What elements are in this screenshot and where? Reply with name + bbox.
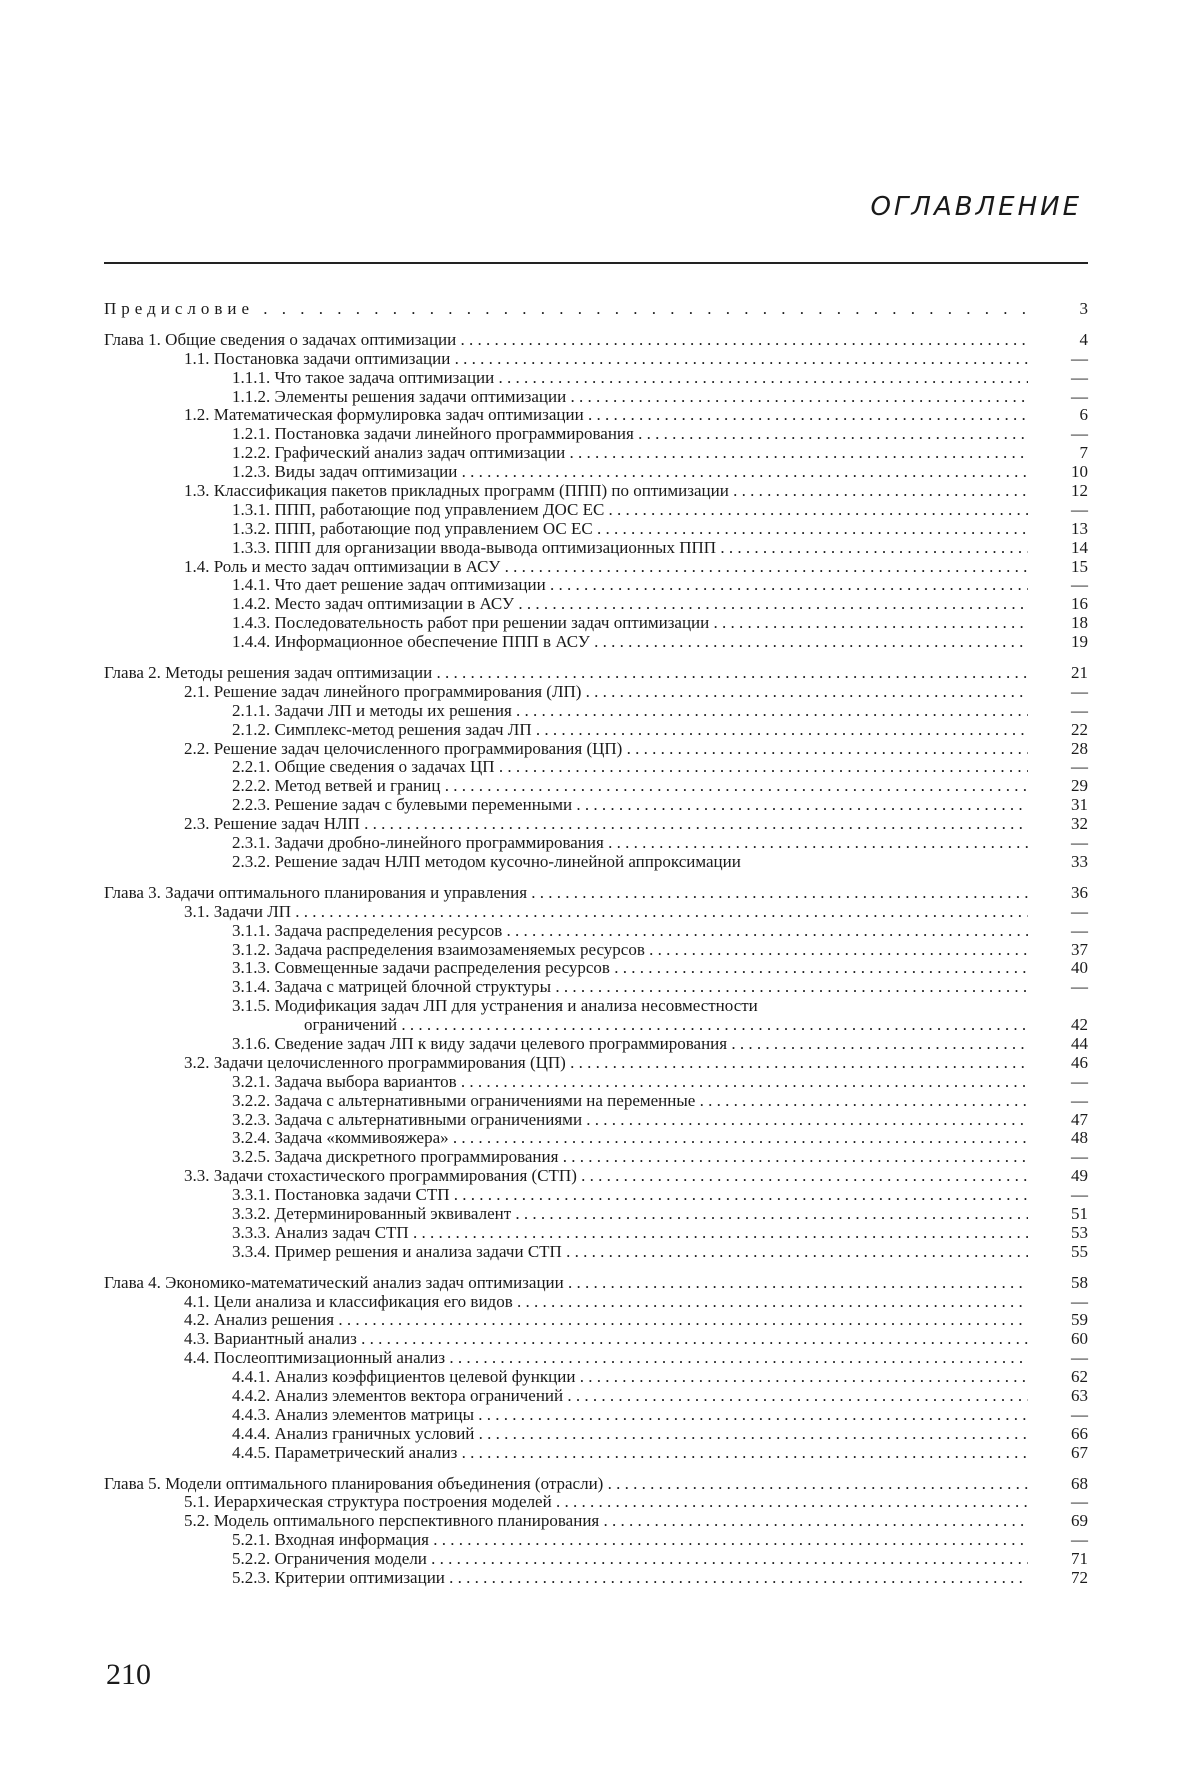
toc-entry-page: 6: [1079, 405, 1088, 425]
toc-entry: [104, 903, 1088, 922]
toc-entry: [104, 463, 1088, 482]
toc-entry: [104, 1444, 1088, 1463]
toc-entry-title: 3.1.4. Задача с матрицей блочной структуры . . .: [104, 978, 1028, 997]
toc-entry-title: 4.4.2. Анализ элементов вектора ограничений . . .: [104, 1387, 1028, 1406]
toc-entry: [104, 922, 1088, 941]
toc-entry-title: Глава 3. Задачи оптимального планирования и управления . . .: [104, 884, 1028, 903]
toc-entry-title: 2.3.1. Задачи дробно-линейного программирования . . .: [104, 834, 1028, 853]
toc-entry: [104, 444, 1088, 463]
toc-entry: [104, 683, 1088, 702]
toc-entry-page: —: [1071, 681, 1088, 701]
toc-entry-title: 1.3.3. ППП для организации ввода-вывода оптимизационных ППП . . .: [104, 539, 1028, 558]
toc-entry-page: 71: [1071, 1549, 1088, 1569]
toc-entry-title: 4.3. Вариантный анализ . . .: [104, 1330, 1028, 1349]
toc-entry: [104, 721, 1088, 740]
toc-entry: [104, 1531, 1088, 1550]
toc-entry-page: 44: [1071, 1033, 1088, 1053]
toc-entry: [104, 369, 1088, 388]
toc-entry-title: 2.1.2. Симплекс-метод решения задач ЛП . . .: [104, 721, 1028, 740]
toc-entry-page: —: [1071, 1348, 1088, 1368]
toc-entry: [104, 796, 1088, 815]
toc-entry: [104, 1092, 1088, 1111]
toc-entry-title: 3.3.2. Детерминированный эквивалент . . .: [104, 1205, 1028, 1224]
toc-entry-title: Глава 2. Методы решения задач оптимизации . . .: [104, 664, 1028, 683]
toc-entry: [104, 1425, 1088, 1444]
toc-entry-title: 5.2. Модель оптимального перспективного планирования . . .: [104, 1512, 1028, 1531]
toc-entry: [104, 664, 1088, 683]
toc-entry: [104, 1129, 1088, 1148]
toc-entry-page: 51: [1071, 1203, 1088, 1223]
toc-entry: [104, 1387, 1088, 1406]
toc-entry: [104, 959, 1088, 978]
toc-entry: [104, 777, 1088, 796]
toc-entry-title: Предисловие . . .: [104, 300, 1028, 319]
toc-entry-page: 40: [1071, 958, 1088, 978]
toc-entry-page: 32: [1071, 814, 1088, 834]
title-rule: [104, 262, 1088, 264]
toc-entry-title: 4.4.4. Анализ граничных условий . . .: [104, 1425, 1028, 1444]
toc-entry-title: 1.4.2. Место задач оптимизации в АСУ . . .: [104, 595, 1028, 614]
toc-entry-title: 3.2.5. Задача дискретного программирования . . .: [104, 1148, 1028, 1167]
table-of-contents: [104, 300, 1088, 1588]
toc-entry-title: 3.1.5. Модификация задач ЛП для устранения и анализа несовместности: [232, 997, 758, 1016]
toc-entry-page: —: [1071, 499, 1088, 519]
toc-entry-title: 3.2. Задачи целочисленного программирования (ЦП) . . .: [104, 1054, 1028, 1073]
toc-entry-title: Глава 4. Экономико-математический анализ задач оптимизации . . .: [104, 1274, 1028, 1293]
toc-entry: [104, 576, 1088, 595]
toc-entry: [104, 1205, 1088, 1224]
toc-entry-title: 3.2.1. Задача выбора вариантов . . .: [104, 1073, 1028, 1092]
toc-entry-title: 2.3. Решение задач НЛП . . .: [104, 815, 1028, 834]
toc-entry: [104, 300, 1088, 319]
toc-entry-page: 42: [1071, 1015, 1088, 1035]
toc-entry-page: —: [1071, 386, 1088, 406]
toc-entry-title: 2.2.1. Общие сведения о задачах ЦП . . .: [104, 758, 1028, 777]
toc-entry-title: 3.2.4. Задача «коммивояжера» . . .: [104, 1129, 1028, 1148]
toc-entry-title: 1.3.2. ППП, работающие под управлением ОС ЕС . . .: [104, 520, 1028, 539]
toc-entry-page: 59: [1071, 1310, 1088, 1330]
toc-entry: [104, 1186, 1088, 1205]
toc-entry: [104, 388, 1088, 407]
toc-entry: [104, 1224, 1088, 1243]
toc-entry-page: —: [1071, 348, 1088, 368]
toc-entry-page: —: [1071, 1492, 1088, 1512]
toc-entry-title: 5.2.3. Критерии оптимизации . . .: [104, 1569, 1028, 1588]
toc-entry-page: 69: [1071, 1511, 1088, 1531]
toc-entry-title: 1.2.1. Постановка задачи линейного программирования . . .: [104, 425, 1028, 444]
toc-entry: [104, 614, 1088, 633]
toc-entry: [104, 1330, 1088, 1349]
toc-entry-title: 1.4. Роль и место задач оптимизации в АСУ . . .: [104, 558, 1028, 577]
toc-entry: [104, 350, 1088, 369]
toc-entry: [104, 520, 1088, 539]
toc-entry-page: 14: [1071, 537, 1088, 557]
toc-entry-page: 60: [1071, 1329, 1088, 1349]
toc-entry-page: 28: [1071, 738, 1088, 758]
toc-entry-page: —: [1071, 424, 1088, 444]
toc-entry-page: —: [1071, 757, 1088, 777]
toc-entry: [104, 595, 1088, 614]
toc-entry-page: —: [1071, 901, 1088, 921]
toc-entry: [104, 941, 1088, 960]
toc-entry-page: 53: [1071, 1222, 1088, 1242]
toc-entry-page: 72: [1071, 1568, 1088, 1587]
toc-entry: [104, 539, 1088, 558]
toc-entry: [104, 1550, 1088, 1569]
toc-entry-title: 3.2.3. Задача с альтернативными ограничениями . . .: [104, 1111, 1028, 1130]
toc-entry-title: 2.2.3. Решение задач с булевыми переменными . . .: [104, 796, 1028, 815]
toc-entry: [104, 1167, 1088, 1186]
toc-entry: [104, 482, 1088, 501]
toc-entry-title: 5.1. Иерархическая структура построения моделей . . .: [104, 1493, 1028, 1512]
toc-entry-title: 3.1.1. Задача распределения ресурсов . . .: [104, 922, 1028, 941]
toc-entry-page: 21: [1071, 663, 1088, 683]
toc-entry: [104, 1073, 1088, 1092]
toc-entry-title: 3.3.1. Постановка задачи СТП . . .: [104, 1186, 1028, 1205]
toc-entry-title: Глава 5. Модели оптимального планирования объединения (отрасли) . . .: [104, 1475, 1028, 1494]
toc-entry-page: —: [1071, 1530, 1088, 1550]
toc-entry-page: 55: [1071, 1241, 1088, 1261]
toc-entry-page: 31: [1071, 795, 1088, 815]
toc-entry-title: 2.1.1. Задачи ЛП и методы их решения . . .: [104, 702, 1028, 721]
toc-entry-page: 66: [1071, 1423, 1088, 1443]
toc-entry-title: Глава 1. Общие сведения о задачах оптимизации . . .: [104, 331, 1028, 350]
toc-entry: [104, 633, 1088, 652]
toc-entry: [104, 331, 1088, 350]
toc-entry-page: 18: [1071, 613, 1088, 633]
toc-entry-page: 19: [1071, 632, 1088, 652]
toc-entry-title: 1.3. Классификация пакетов прикладных программ (ППП) по оптимизации . . .: [104, 482, 1028, 501]
toc-entry-title: 5.2.1. Входная информация . . .: [104, 1531, 1028, 1550]
toc-entry-title: 1.1.2. Элементы решения задачи оптимизации . . .: [104, 388, 1028, 407]
toc-entry-page: 13: [1071, 518, 1088, 538]
toc-entry-page: —: [1071, 575, 1088, 595]
toc-entry: [104, 425, 1088, 444]
toc-entry-page: 12: [1071, 481, 1088, 501]
toc-entry-page: 3: [1079, 299, 1088, 318]
toc-entry: [104, 758, 1088, 777]
toc-entry-title: 3.1. Задачи ЛП . . .: [104, 903, 1028, 922]
page-title: ОГЛАВЛЕНИЕ: [870, 192, 1082, 222]
toc-entry: [104, 1035, 1088, 1054]
toc-entry-title: 2.3.2. Решение задач НЛП методом кусочно-линейной аппроксимации: [232, 852, 741, 871]
toc-entry-title: 2.1. Решение задач линейного программирования (ЛП) . . .: [104, 683, 1028, 702]
toc-entry-title: 1.1.1. Что такое задача оптимизации . . .: [104, 369, 1028, 388]
toc-entry-page: —: [1071, 1404, 1088, 1424]
toc-entry: [104, 702, 1088, 721]
toc-entry-title: 3.3. Задачи стохастического программирования (СТП) . . .: [104, 1167, 1028, 1186]
toc-entry: [104, 1311, 1088, 1330]
toc-entry-page: 68: [1071, 1473, 1088, 1493]
toc-entry: [104, 853, 1088, 872]
toc-entry-title: 1.4.1. Что дает решение задач оптимизации . . .: [104, 576, 1028, 595]
toc-entry-title: 1.4.3. Последовательность работ при решении задач оптимизации . . .: [104, 614, 1028, 633]
toc-entry: [104, 501, 1088, 520]
toc-entry-page: —: [1071, 367, 1088, 387]
toc-entry-page: —: [1071, 1071, 1088, 1091]
toc-entry: [104, 1054, 1088, 1073]
toc-entry-page: 47: [1071, 1109, 1088, 1129]
toc-entry-page: 36: [1071, 882, 1088, 902]
toc-entry-page: 58: [1071, 1272, 1088, 1292]
toc-entry-title: 3.2.2. Задача с альтернативными ограничениями на переменные . . .: [104, 1092, 1028, 1111]
toc-entry-title: 1.2.3. Виды задач оптимизации . . .: [104, 463, 1028, 482]
toc-entry-title: 4.4. Послеоптимизационный анализ . . .: [104, 1349, 1028, 1368]
toc-entry: [104, 1493, 1088, 1512]
toc-entry: [104, 1016, 1088, 1035]
toc-entry-page: —: [1071, 977, 1088, 997]
toc-entry-page: 37: [1071, 939, 1088, 959]
toc-entry-title: 1.2. Математическая формулировка задач оптимизации . . .: [104, 406, 1028, 425]
toc-entry-title: 3.1.3. Совмещенные задачи распределения ресурсов . . .: [104, 959, 1028, 978]
toc-entry-page: 33: [1071, 851, 1088, 871]
toc-entry-title: 3.3.4. Пример решения и анализа задачи СТП . . .: [104, 1243, 1028, 1262]
toc-entry: [104, 1569, 1088, 1588]
toc-entry-page: 7: [1079, 443, 1088, 463]
toc-entry-title: 3.1.6. Сведение задач ЛП к виду задачи целевого программирования . . .: [104, 1035, 1028, 1054]
toc-entry: [104, 1406, 1088, 1425]
toc-entry-title: 4.2. Анализ решения . . .: [104, 1311, 1028, 1330]
toc-entry: [104, 1349, 1088, 1368]
toc-entry: [104, 815, 1088, 834]
toc-entry-page: —: [1071, 1147, 1088, 1167]
toc-entry-page: 15: [1071, 556, 1088, 576]
toc-entry: [104, 1243, 1088, 1262]
toc-entry: [104, 884, 1088, 903]
toc-entry-page: 4: [1079, 329, 1088, 349]
toc-entry: [104, 1274, 1088, 1293]
toc-entry-page: —: [1071, 1185, 1088, 1205]
toc-entry-title: ограничений . . .: [104, 1016, 1028, 1035]
toc-entry: [104, 1368, 1088, 1387]
toc-entry-title: 3.3.3. Анализ задач СТП . . .: [104, 1224, 1028, 1243]
toc-entry-page: —: [1071, 833, 1088, 853]
toc-entry: [104, 1148, 1088, 1167]
toc-entry-title: 5.2.2. Ограничения модели . . .: [104, 1550, 1028, 1569]
toc-entry: [104, 1293, 1088, 1312]
toc-entry-page: 63: [1071, 1385, 1088, 1405]
toc-entry-title: 4.4.3. Анализ элементов матрицы . . .: [104, 1406, 1028, 1425]
toc-entry-title: 4.1. Цели анализа и классификация его видов . . .: [104, 1293, 1028, 1312]
toc-entry-page: 46: [1071, 1052, 1088, 1072]
toc-entry-title: 3.1.2. Задача распределения взаимозаменяемых ресурсов . . .: [104, 941, 1028, 960]
toc-entry-page: 16: [1071, 594, 1088, 614]
toc-entry: [104, 834, 1088, 853]
toc-entry: [104, 406, 1088, 425]
page-number: 210: [106, 1658, 151, 1691]
toc-entry-title: 2.2.2. Метод ветвей и границ . . .: [104, 777, 1028, 796]
toc-entry-page: 10: [1071, 462, 1088, 482]
toc-entry: [104, 1475, 1088, 1494]
toc-entry-title: 1.4.4. Информационное обеспечение ППП в АСУ . . .: [104, 633, 1028, 652]
toc-entry: [104, 997, 1088, 1016]
toc-entry-page: 62: [1071, 1367, 1088, 1387]
toc-entry-title: 1.3.1. ППП, работающие под управлением ДОС ЕС . . .: [104, 501, 1028, 520]
toc-entry-page: —: [1071, 920, 1088, 940]
toc-entry-page: 67: [1071, 1442, 1088, 1462]
toc-entry-page: —: [1071, 1090, 1088, 1110]
toc-entry-title: 4.4.1. Анализ коэффициентов целевой функции . . .: [104, 1368, 1028, 1387]
toc-entry-title: 1.2.2. Графический анализ задач оптимизации . . .: [104, 444, 1028, 463]
toc-entry-page: 48: [1071, 1128, 1088, 1148]
toc-entry-page: —: [1071, 700, 1088, 720]
toc-entry-page: 29: [1071, 776, 1088, 796]
toc-entry: [104, 558, 1088, 577]
toc-entry: [104, 740, 1088, 759]
toc-entry-page: 49: [1071, 1166, 1088, 1186]
toc-entry-title: 1.1. Постановка задачи оптимизации . . .: [104, 350, 1028, 369]
toc-entry: [104, 978, 1088, 997]
toc-entry: [104, 1512, 1088, 1531]
toc-entry: [104, 1111, 1088, 1130]
toc-entry-page: 22: [1071, 719, 1088, 739]
toc-entry-title: 2.2. Решение задач целочисленного программирования (ЦП) . . .: [104, 740, 1028, 759]
toc-entry-page: —: [1071, 1291, 1088, 1311]
toc-entry-title: 4.4.5. Параметрический анализ . . .: [104, 1444, 1028, 1463]
